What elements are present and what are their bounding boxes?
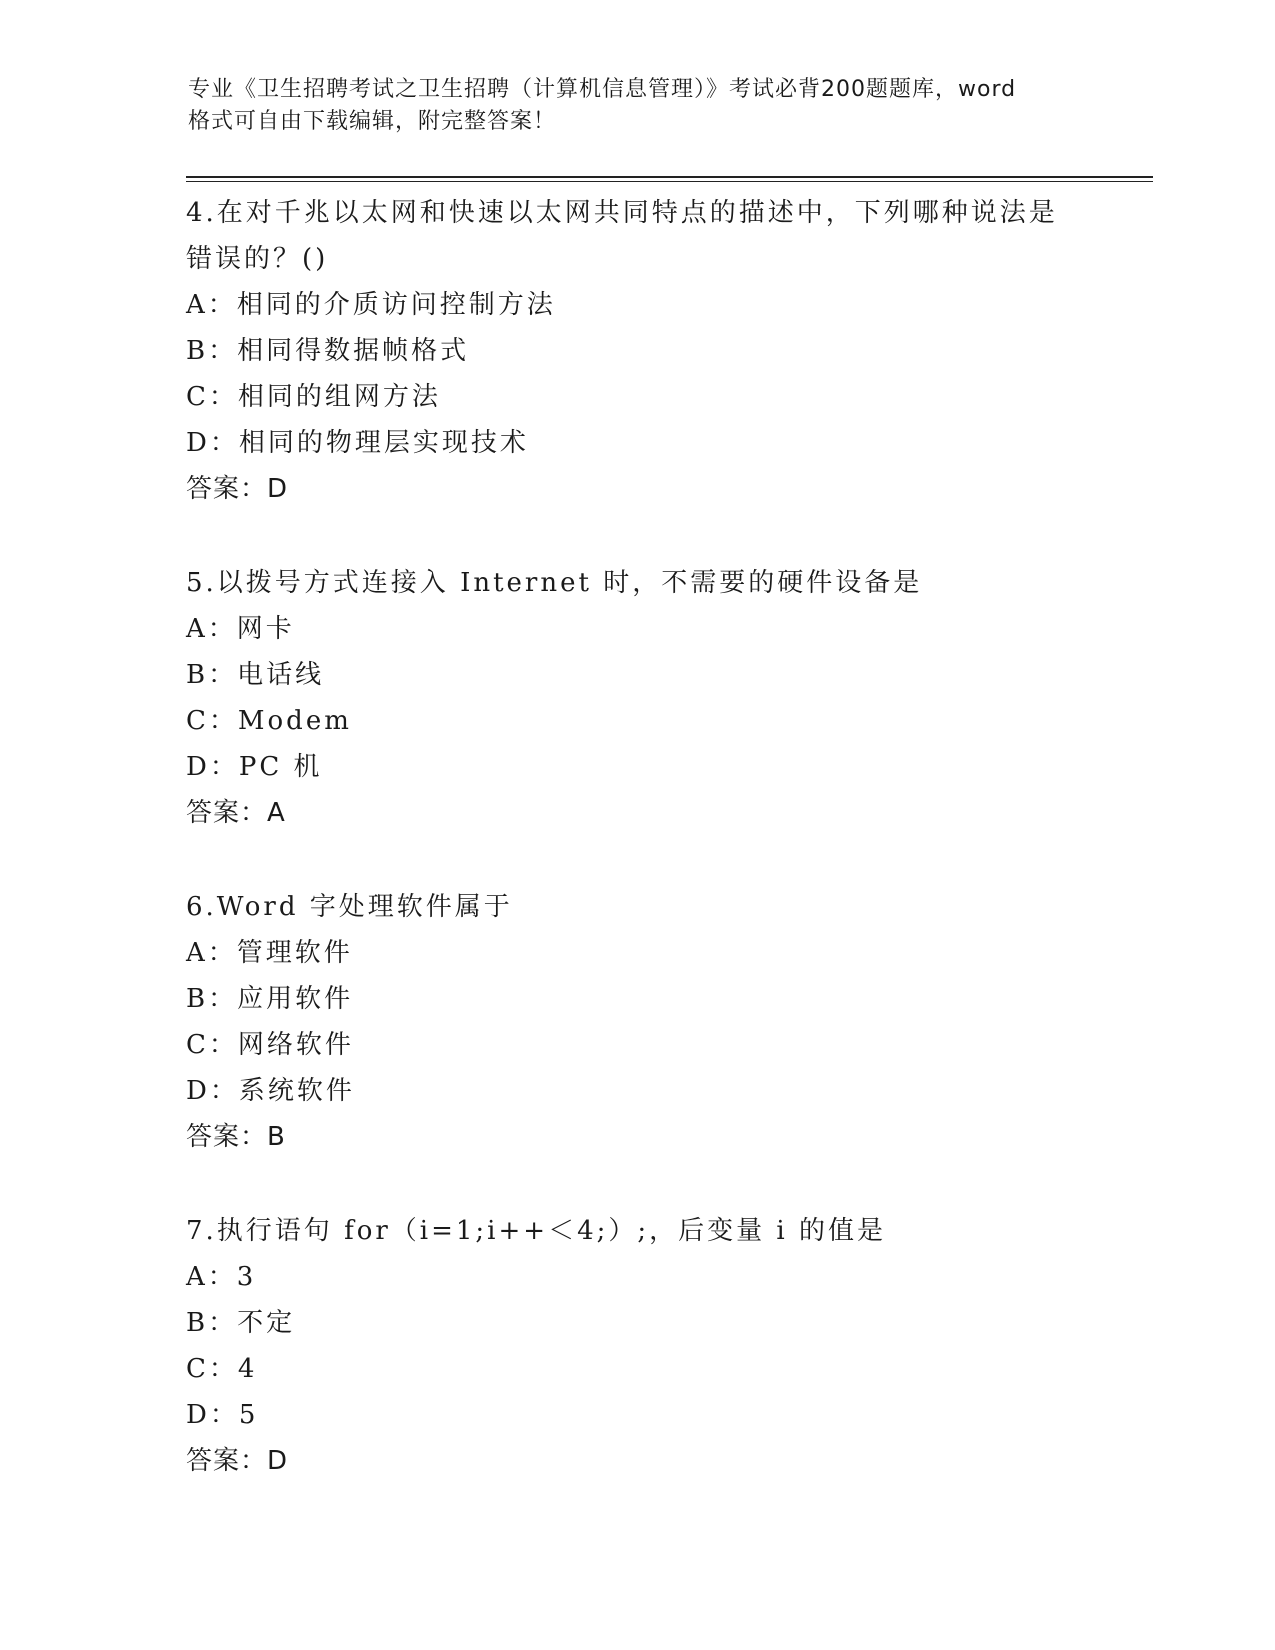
question-stem: 6.Word 字处理软件属于 <box>186 892 513 922</box>
question-item <box>186 560 1086 836</box>
option-c: C：4 <box>186 1354 258 1384</box>
option-a: A：管理软件 <box>186 938 353 968</box>
option-c: C：Modem <box>186 706 352 736</box>
header-line-1: 专业《卫生招聘考试之卫生招聘（计算机信息管理）》考试必背200题题库，word <box>188 77 1017 102</box>
question-stem: 4.在对千兆以太网和快速以太网共同特点的描述中，下列哪种说法是 <box>186 198 1058 228</box>
question-item <box>186 1208 1086 1484</box>
option-d: D：相同的物理层实现技术 <box>186 428 529 458</box>
option-b: B：应用软件 <box>186 984 354 1014</box>
question-stem: 7.执行语句 for（i=1;i++＜4;）;，后变量 i 的值是 <box>186 1216 886 1246</box>
question-item <box>186 884 1086 1160</box>
answer: 答案：A <box>186 798 286 828</box>
question-item <box>186 190 1086 512</box>
option-a: A：3 <box>186 1262 257 1292</box>
option-b: B：不定 <box>186 1308 296 1338</box>
option-a: A：相同的介质访问控制方法 <box>186 290 556 320</box>
option-d: D：系统软件 <box>186 1076 355 1106</box>
header-divider-thick <box>186 176 1153 178</box>
option-c: C：网络软件 <box>186 1030 354 1060</box>
answer: 答案：B <box>186 1122 286 1152</box>
header-divider-thin <box>186 181 1153 182</box>
option-b: B：电话线 <box>186 660 325 690</box>
option-c: C：相同的组网方法 <box>186 382 441 412</box>
question-stem: 5.以拨号方式连接入 Internet 时，不需要的硬件设备是 <box>186 568 923 598</box>
answer: 答案：D <box>186 474 289 504</box>
question-stem-continued: 错误的？() <box>186 244 329 274</box>
option-d: D：5 <box>186 1400 259 1430</box>
header-line-2: 格式可自由下载编辑，附完整答案！ <box>188 109 557 134</box>
option-a: A：网卡 <box>186 614 295 644</box>
document-header <box>188 74 1088 138</box>
question-list <box>186 190 1086 1532</box>
option-d: D：PC 机 <box>186 752 323 782</box>
answer: 答案：D <box>186 1446 289 1476</box>
option-b: B：相同得数据帧格式 <box>186 336 470 366</box>
